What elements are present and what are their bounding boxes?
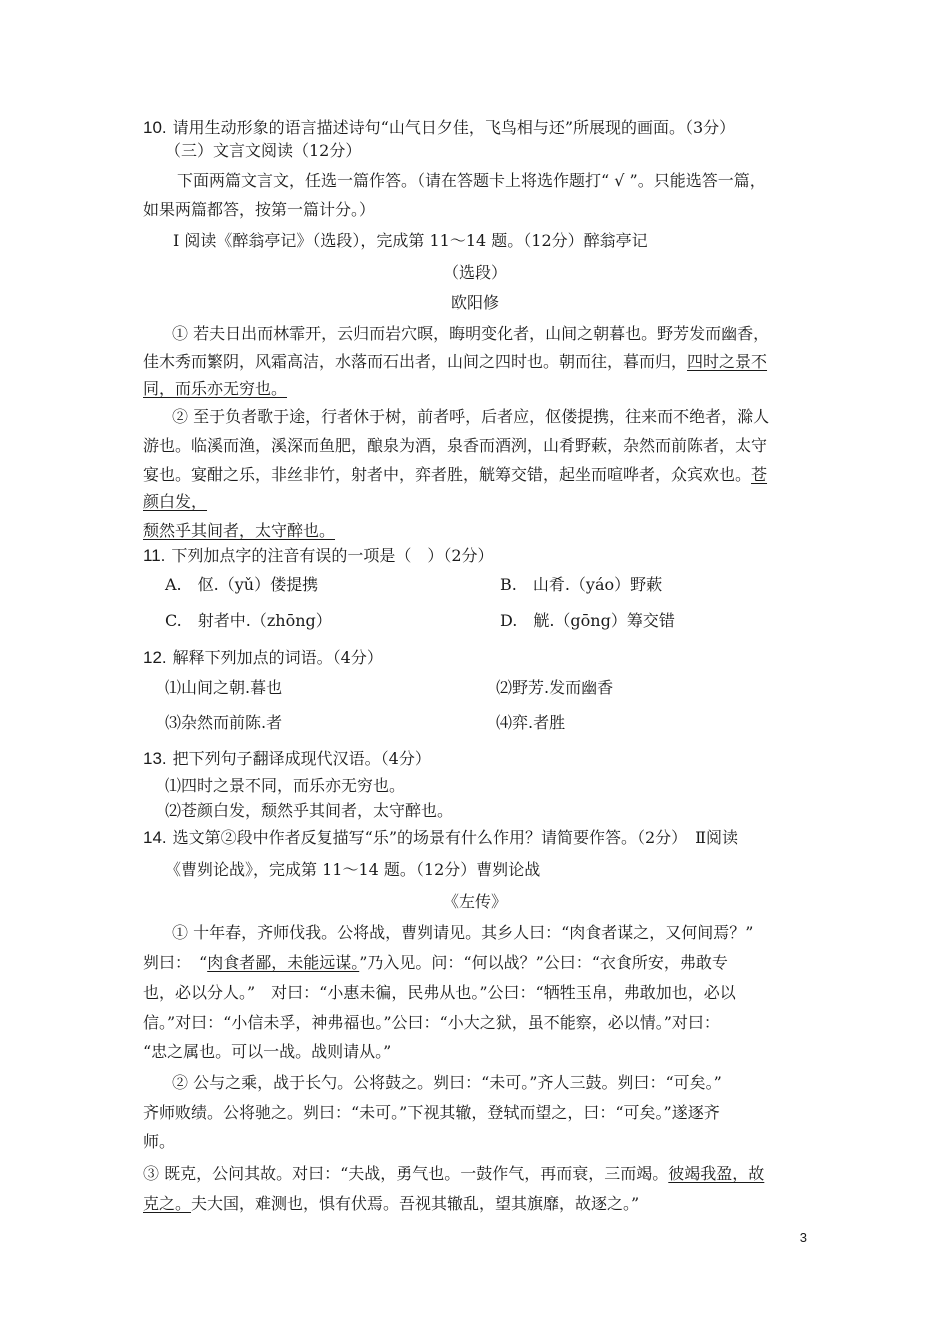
passage2-para3-line2 <box>143 1193 639 1215</box>
passage1-para1-line1: ① 若夫日出而林霏开，云归而岩穴暝，晦明变化者，山间之朝暮也。野芳发而幽香， <box>172 324 770 343</box>
q12-item-1: ⑴山间之朝.暮也 <box>165 678 283 697</box>
question-number: 12. <box>143 648 167 667</box>
question-number: 14. <box>143 828 167 847</box>
q14-continuation: 《曹刿论战》，完成第 11～14 题。（12分）曹刿论战 <box>165 860 541 879</box>
passage2-para1-line5: “忠之属也。可以一战。战则请从。” <box>143 1042 392 1061</box>
passage2-para1-line2 <box>143 952 728 974</box>
passage1-para2-line5 <box>143 520 335 542</box>
underlined-text: 肉食者鄙，未能远谋。 <box>207 953 360 972</box>
passage-text: 宴也。宴酣之乐，非丝非竹，射者中，弈者胜，觥筹交错，起坐而喧哗者，众宾欢也。 <box>143 465 752 484</box>
question-text: 下列加点字的注音有误的一项是（ ）（2分） <box>171 546 494 565</box>
passage-text: 夫大国，难测也，惧有伏焉。吾视其辙乱，望其旗靡，故逐之。” <box>191 1194 640 1213</box>
question-text: 把下列句子翻译成现代汉语。（4分） <box>172 749 431 768</box>
passage2-para1-line3: 也，必以分人。” 对曰：“小惠未徧，民弗从也。”公曰：“牺牲玉帛，弗敢加也，必以 <box>143 983 736 1002</box>
part1-intro: Ⅰ 阅读《醉翁亭记》（选段），完成第 11～14 题。（12分）醉翁亭记 <box>173 231 648 250</box>
underlined-text: 颜白发， <box>143 492 208 511</box>
question-12 <box>143 647 383 669</box>
instructions-line-2: 如果两篇都答，按第一篇计分。） <box>143 200 376 219</box>
passage1-para2-line4 <box>143 491 207 513</box>
q12-item-2: ⑵野芳.发而幽香 <box>496 678 614 697</box>
q11-option-b: B. 山肴.（yáo）野蔌 <box>500 575 663 594</box>
passage2-para1-line1: ① 十年春，齐师伐我。公将战，曹刿请见。其乡人曰：“肉食者谋之，又何间焉？” <box>172 923 754 942</box>
passage2-para2-line3: 师。 <box>143 1132 176 1151</box>
passage-text: 刿曰： “ <box>143 953 208 972</box>
passage-text: ③ 既克，公问其故。对曰：“夫战，勇气也。一鼓作气，再而衰，三而竭。 <box>143 1164 669 1183</box>
passage2-para1-line4: 信。”对曰：“小信未孚，神弗福也。”公曰：“小大之狱，虽不能察，必以情。”对曰： <box>143 1013 720 1032</box>
passage2-para2-line2: 齐师败绩。公将驰之。刿曰：“未可。”下视其辙，登轼而望之，曰：“可矣。”遂逐齐 <box>143 1103 720 1122</box>
question-number: 13. <box>143 749 167 768</box>
section-title: （三）文言文阅读（12分） <box>165 141 362 160</box>
part2-source: 《左传》 <box>442 892 507 911</box>
q13-sentence-2: ⑵苍颜白发，颓然乎其间者，太守醉也。 <box>165 801 454 820</box>
question-10 <box>143 117 735 139</box>
passage2-para3-line1 <box>143 1163 764 1185</box>
underlined-text: 同，而乐亦无穷也。 <box>143 379 288 398</box>
passage1-para1-line2 <box>143 351 767 373</box>
q11-option-a: A. 伛.（yǔ）偻提携 <box>165 575 319 594</box>
question-13 <box>143 748 431 770</box>
page-number: 3 <box>799 1230 807 1245</box>
underlined-text: 颓然乎其间者，太守醉也。 <box>143 521 336 540</box>
q13-sentence-1: ⑴四时之景不同，而乐亦无穷也。 <box>165 776 406 795</box>
passage-text: 佳木秀而繁阴，风霜高洁，水落而石出者，山间之四时也。朝而往，暮而归， <box>143 352 688 371</box>
question-text: 解释下列加点的词语。（4分） <box>172 648 383 667</box>
q12-item-4: ⑷弈.者胜 <box>496 713 566 732</box>
part1-author: 欧阳修 <box>450 293 499 312</box>
instructions-line-1: 下面两篇文言文，任选一篇作答。（请在答题卡上将选作题打“ √ ”。只能选答一篇， <box>177 171 766 190</box>
passage1-para2-line2: 游也。临溪而渔，溪深而鱼肥，酿泉为酒，泉香而酒洌，山肴野蔌，杂然而前陈者，太守 <box>143 436 768 455</box>
underlined-text: 克之。 <box>143 1194 192 1213</box>
passage1-para2-line3 <box>143 464 767 486</box>
q11-option-d: D. 觥.（gōng）筹交错 <box>500 611 675 630</box>
q11-option-c: C. 射者中.（zhōng） <box>165 611 332 630</box>
part1-subtitle: （选段） <box>442 263 507 282</box>
question-14 <box>143 827 738 849</box>
passage1-para1-line3 <box>143 378 287 400</box>
underlined-text: 彼竭我盈，故 <box>668 1164 765 1183</box>
underlined-text: 苍 <box>751 465 768 484</box>
underlined-text: 四时之景不 <box>687 352 768 371</box>
q12-item-3: ⑶杂然而前陈.者 <box>165 713 283 732</box>
question-number: 10. <box>143 118 167 137</box>
question-text: 请用生动形象的语言描述诗句“山气日夕佳，飞鸟相与还”所展现的画面。（3分） <box>172 118 736 137</box>
question-text: 选文第②段中作者反复描写“乐”的场景有什么作用？请简要作答。（2分） Ⅱ阅读 <box>172 828 739 847</box>
passage2-para2-line1: ② 公与之乘，战于长勺。公将鼓之。刿曰：“未可。”齐人三鼓。刿曰：“可矣。” <box>172 1073 722 1092</box>
question-number: 11. <box>143 546 166 565</box>
question-11 <box>143 545 494 567</box>
passage1-para2-line1: ② 至于负者歌于途，行者休于树，前者呼，后者应，伛偻提携，往来而不绝者，滁人 <box>172 407 770 426</box>
passage-text: ”乃入见。问：“何以战？”公曰：“衣食所安，弗敢专 <box>359 953 728 972</box>
